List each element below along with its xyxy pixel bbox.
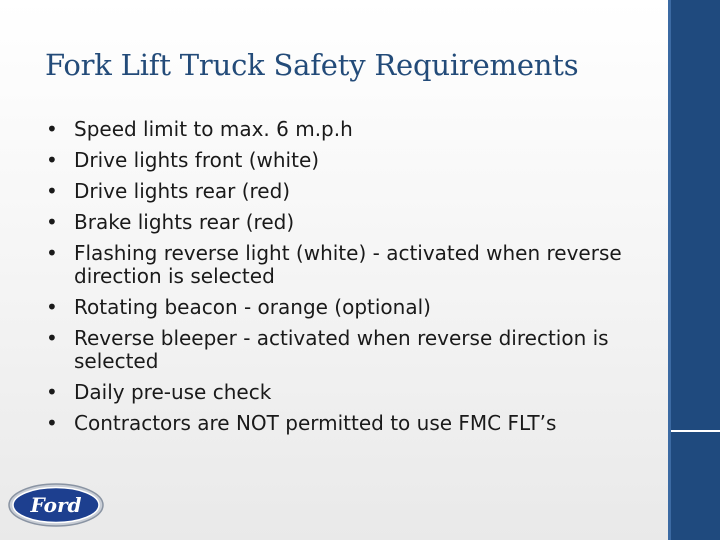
bullet-item: [40, 412, 680, 435]
bullet-item: [40, 149, 680, 172]
ford-logo-icon: [6, 480, 106, 530]
slide-title: Fork Lift Truck Safety Requirements: [45, 48, 579, 82]
bullet-text: Drive lights front (white): [74, 148, 320, 172]
bullet-text: Flashing reverse light (white) - activated when reverse direction is selected: [74, 241, 622, 288]
bullet-item: [40, 296, 680, 319]
bullet-item: [40, 180, 680, 203]
bullet-icon: •: [46, 117, 58, 141]
ford-logo-text: Ford: [30, 493, 82, 517]
bullet-icon: •: [46, 411, 58, 435]
bullet-text: Drive lights rear (red): [74, 179, 291, 203]
sidebar-band-lower: [668, 432, 720, 540]
bullet-text: Reverse bleeper - activated when reverse direction is selected: [74, 326, 609, 373]
bullet-list: [40, 118, 680, 443]
bullet-item: [40, 381, 680, 404]
bullet-icon: •: [46, 148, 58, 172]
bullet-text: Brake lights rear (red): [74, 210, 295, 234]
bullet-item: [40, 242, 680, 288]
bullet-item: [40, 211, 680, 234]
bullet-icon: •: [46, 241, 58, 265]
bullet-text: Contractors are NOT permitted to use FMC FLT’s: [74, 411, 557, 435]
bullet-text: Daily pre-use check: [74, 380, 272, 404]
bullet-icon: •: [46, 380, 58, 404]
bullet-icon: •: [46, 326, 58, 350]
bullet-text: Speed limit to max. 6 m.p.h: [74, 117, 353, 141]
bullet-text: Rotating beacon - orange (optional): [74, 295, 431, 319]
bullet-icon: •: [46, 295, 58, 319]
bullet-item: [40, 118, 680, 141]
bullet-icon: •: [46, 210, 58, 234]
bullet-icon: •: [46, 179, 58, 203]
bullet-item: [40, 327, 680, 373]
